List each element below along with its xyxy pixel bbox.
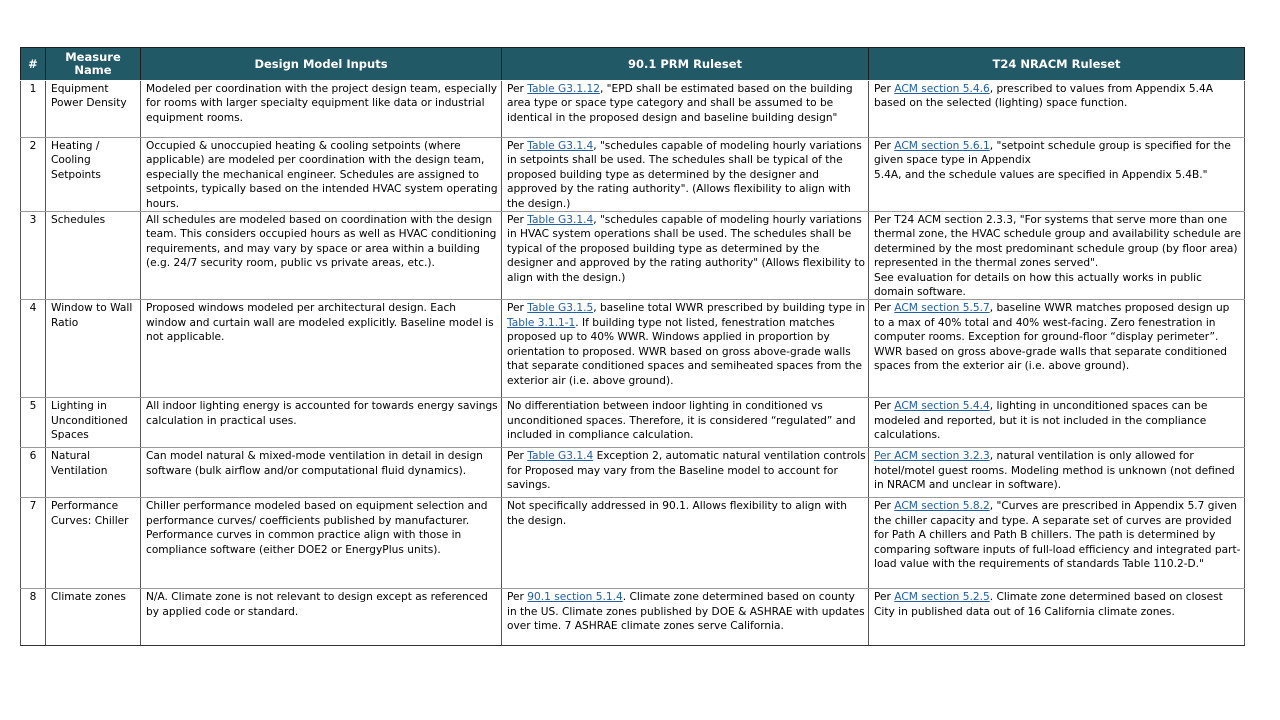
design-inputs-cell: Chiller performance modeled based on equipment selection and performance curves/ coefficients published by manufacturer. Performance curves in common practice align with those in compliance software (either DOE2 or EnergyPlus units). [141,498,502,589]
t24-reference-link[interactable]: ACM section 5.6.1 [894,140,990,152]
prm-cell: Per Table G3.1.12, "EPD shall be estimated based on the building area type or space type category and shall be assumed to be identical in the proposed design and baseline building design" [502,81,869,138]
table-row [21,589,1245,646]
t24-reference-link[interactable]: ACM section 5.5.7 [894,302,990,315]
measure-name: Natural Ventilation [46,448,141,498]
measure-name: Equipment Power Density [46,81,141,138]
row-number: 5 [21,398,46,448]
prm-reference-link[interactable]: Table G3.1.4 [527,450,594,463]
design-inputs-cell: N/A. Climate zone is not relevant to design except as referenced by applied code or standard. [141,589,502,646]
t24-cell: Per ACM section 5.5.7, baseline WWR matches proposed design up to a max of 40% total and 40% west-facing. Zero fenestration in computer rooms. Exception for ground-floor “display perimeter”. WWR based on gross above-grade walls that separate conditioned spaces from the exterior air (i.e. above ground). [869,300,1245,398]
prm-reference-link[interactable]: Table G3.1.4 [527,214,594,227]
prm-cell: Per 90.1 section 5.1.4. Climate zone determined based on county in the US. Climate zones published by DOE & ASHRAE with updates over time. 7 ASHRAE climate zones serve California. [502,589,869,646]
row-number: 4 [21,300,46,398]
header-row [21,48,1245,81]
header-num: # [21,48,46,81]
t24-cell: Per ACM section 5.4.4, lighting in unconditioned spaces can be modeled and reported, but it is not included in the compliance calculations. [869,398,1245,448]
table-row [21,398,1245,448]
design-inputs-cell: All schedules are modeled based on coordination with the design team. This considers occupied hours as well as HVAC conditioning requirements, and may vary by space or area within a building (e.g. 24/7 security room, public vs private areas, etc.). [141,212,502,300]
ruleset-comparison-table [20,47,1245,646]
prm-cell: Not specifically addressed in 90.1. Allows flexibility to align with the design. [502,498,869,589]
measure-name: Schedules [46,212,141,300]
table-row [21,498,1245,589]
prm-reference-link[interactable]: Table G3.1.12 [527,83,600,95]
row-number: 2 [21,138,46,212]
t24-cell: Per ACM section 5.8.2, "Curves are prescribed in Appendix 5.7 given the chiller capacity and type. A separate set of curves are provided for Path A chillers and Path B chillers. The path is determined by comparing software inputs of full-load efficiency and integrated part-load value with the requirements of standards Table 110.2-D." [869,498,1245,589]
prm-reference-link[interactable]: Table G3.1.4 [527,140,594,152]
t24-reference-link[interactable]: ACM section 5.4.4 [894,400,990,413]
prm-cell: Per Table G3.1.4 Exception 2, automatic natural ventilation controls for Proposed may vary from the Baseline model to account for savings. [502,448,869,498]
t24-reference-link[interactable]: ACM section 5.8.2 [894,500,990,513]
header-design-model-inputs: Design Model Inputs [141,48,502,81]
design-inputs-cell: Proposed windows modeled per architectural design. Each window and curtain wall are modeled explicitly. Baseline model is not applicable. [141,300,502,398]
table-row [21,212,1245,300]
measure-name: Performance Curves: Chiller [46,498,141,589]
row-number: 8 [21,589,46,646]
t24-reference-link[interactable]: ACM section 5.4.6 [894,83,990,95]
table-row [21,300,1245,398]
t24-reference-link[interactable]: Per ACM section 3.2.3 [874,450,990,463]
prm-cell: No differentiation between indoor lighting in conditioned vs unconditioned spaces. Therefore, it is considered “regulated” and included in compliance calculation. [502,398,869,448]
prm-cell: Per Table G3.1.4, "schedules capable of modeling hourly variations in setpoints shall be used. The schedules shall be typical of the proposed building type as determined by the designer and approved by the rating authority". (Allows flexibility to align with the design.) [502,138,869,212]
row-number: 1 [21,81,46,138]
design-inputs-cell: Occupied & unoccupied heating & cooling setpoints (where applicable) are modeled per coordination with the design team, especially the mechanical engineer. Schedules are assigned to setpoints, typically based on the intended HVAC system operating hours. [141,138,502,212]
header-prm-ruleset: 90.1 PRM Ruleset [502,48,869,81]
t24-cell: Per ACM section 5.4.6, prescribed to values from Appendix 5.4A based on the selected (lighting) space function. [869,81,1245,138]
t24-cell: Per ACM section 5.2.5. Climate zone determined based on closest City in published data out of 16 California climate zones. [869,589,1245,646]
t24-cell: Per T24 ACM section 2.3.3, "For systems that serve more than one thermal zone, the HVAC schedule group and availability schedule are determined by the most predominant schedule group (by floor area) represented in the thermal zones served". See evaluation for details on how this actually works in public domain software. [869,212,1245,300]
design-inputs-cell: All indoor lighting energy is accounted for towards energy savings calculation in practical uses. [141,398,502,448]
design-inputs-cell: Can model natural & mixed-mode ventilation in detail in design software (bulk airflow and/or computational fluid dynamics). [141,448,502,498]
t24-cell: Per ACM section 5.6.1, "setpoint schedule group is specified for the given space type in Appendix 5.4A, and the schedule values are specified in Appendix 5.4B." [869,138,1245,212]
prm-cell: Per Table G3.1.5, baseline total WWR prescribed by building type in Table 3.1.1-1. If building type not listed, fenestration matches proposed up to 40% WWR. Windows applied in proportion by orientation to proposed. WWR based on gross above-grade walls that separate conditioned spaces and semiheated spaces from the exterior air (i.e. above ground). [502,300,869,398]
row-number: 3 [21,212,46,300]
measure-name: Heating / Cooling Setpoints [46,138,141,212]
header-t24-ruleset: T24 NRACM Ruleset [869,48,1245,81]
prm-cell: Per Table G3.1.4, "schedules capable of modeling hourly variations in HVAC system operations shall be used. The schedules shall be typical of the proposed building type as determined by the designer and approved by the rating authority" (Allows flexibility to align with the design.) [502,212,869,300]
table-row [21,448,1245,498]
measure-name: Lighting in Unconditioned Spaces [46,398,141,448]
measure-name: Climate zones [46,589,141,646]
row-number: 6 [21,448,46,498]
row-number: 7 [21,498,46,589]
t24-reference-link[interactable]: ACM section 5.2.5 [894,591,990,604]
header-measure-name: Measure Name [46,48,141,81]
t24-cell: Per ACM section 3.2.3, natural ventilation is only allowed for hotel/motel guest rooms. Modeling method is unknown (not defined in NRACM and unclear in software). [869,448,1245,498]
design-inputs-cell: Modeled per coordination with the project design team, especially for rooms with larger specialty equipment like data or industrial equipment rooms. [141,81,502,138]
prm-reference-link[interactable]: Table G3.1.5 [527,302,594,315]
table-row [21,138,1245,212]
measure-name: Window to Wall Ratio [46,300,141,398]
prm-reference-link[interactable]: 90.1 section 5.1.4 [527,591,623,604]
table-row [21,81,1245,138]
prm-reference-link-2[interactable]: Table 3.1.1-1 [507,316,576,329]
